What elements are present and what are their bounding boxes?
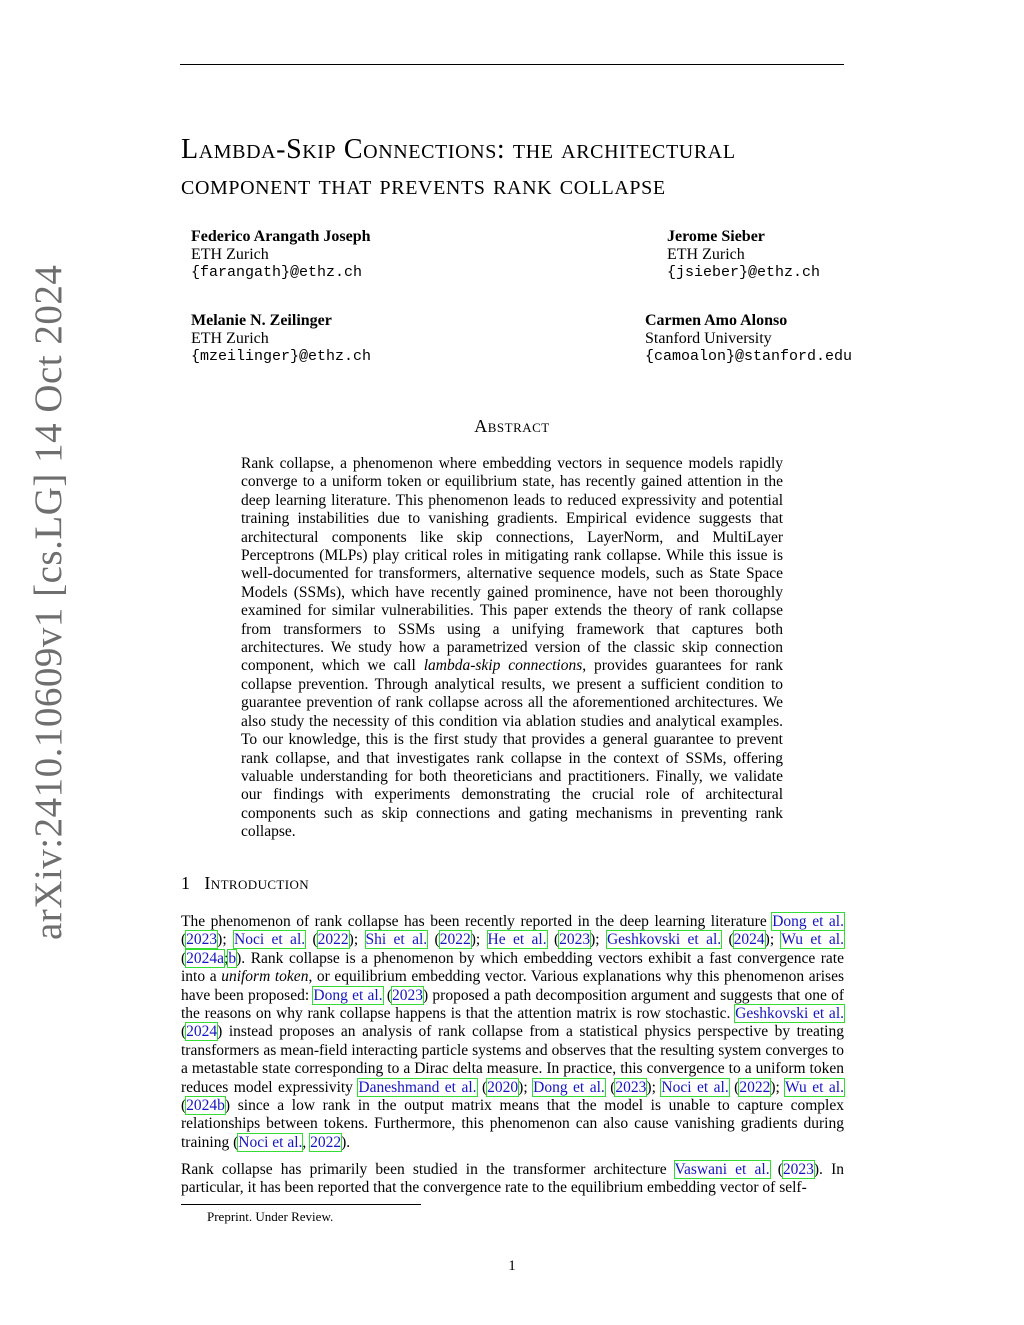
abstract-emphasis: lambda-skip connections	[423, 657, 583, 675]
text-run: (	[181, 949, 187, 967]
paper-title	[181, 132, 861, 204]
footnote-rule	[181, 1204, 421, 1205]
text-run: ). In particular, it has been reported that the convergence rate to the equilibrium embedding vector of self-	[181, 1161, 844, 1197]
citation-link[interactable]: Dong et al.	[772, 913, 844, 930]
text-run: (	[181, 1023, 187, 1041]
text-run: ) proposed a path decomposition argument and suggests that one of the reasons on why rank collapse happens is that the attention matrix is row stochastic.	[181, 986, 844, 1023]
abstract-body: , provides guarantees for rank collapse prevention. Through analytical results, we present a sufficient condition to guarantee prevention of rank collapse across all the aforementioned architectures. We also study the necessity of this condition via ablation studies and analytical examples. To our knowledge, this is the first study that provides a general guarantee to prevent rank collapse, and that investigates rank collapse in the context of SSMs, offering valuable understanding for both theoreticians and practitioners. Finally, we validate our findings with experiments demonstrating the crucial role of architectural components such as skip connections and gating mechanisms in preventing rank collapse.	[241, 657, 784, 841]
citation-link[interactable]: 2023	[615, 1078, 647, 1096]
author-block	[191, 312, 371, 366]
emphasis-text: uniform token	[221, 968, 309, 986]
text-run: (	[476, 1078, 488, 1096]
citation-link[interactable]: 2023	[559, 931, 591, 949]
intro-paragraph-1	[181, 913, 844, 1152]
text-run: (	[728, 1078, 740, 1096]
text-run: , or equilibrium embedding vector. Various explanations why this phenomenon arises have been proposed:	[181, 968, 845, 1004]
citation-link[interactable]: 2024	[733, 931, 765, 949]
text-run: (	[382, 986, 392, 1004]
text-run: );	[470, 931, 488, 949]
citation-link[interactable]: b	[228, 949, 237, 967]
text-run: );	[217, 931, 235, 949]
citation-link[interactable]: Daneshmand et al.	[358, 1078, 477, 1096]
author-email[interactable]: {camoalon}@stanford.edu	[645, 348, 853, 365]
text-run: (	[546, 931, 560, 949]
title-line-1: Lambda-Skip Connections: the architectural	[181, 134, 736, 165]
section-title: Introduction	[204, 873, 310, 893]
abstract-text	[241, 455, 783, 842]
citation-link[interactable]: 2024b	[186, 1097, 225, 1115]
arxiv-identifier: arXiv:2410.10609v1 [cs.LG] 14 Oct 2024	[27, 264, 70, 940]
citation-link[interactable]: Shi et al.	[365, 931, 428, 949]
text-run: );	[770, 1078, 786, 1096]
text-run: ).	[341, 1133, 351, 1151]
author-affiliation: Stanford University	[645, 330, 772, 347]
citation-link[interactable]: Dong et al.	[533, 1078, 605, 1096]
text-run: (	[769, 1161, 783, 1178]
citation-link[interactable]: Wu et al.	[785, 1078, 844, 1096]
citation-link[interactable]: Noci et al.	[238, 1133, 303, 1151]
citation-link[interactable]: 2022	[317, 931, 349, 949]
author-affiliation: ETH Zurich	[191, 246, 269, 263]
citation-link[interactable]: 2022	[439, 931, 471, 949]
text-run: ). Rank collapse is a phenomenon by which embedding vectors exhibit a fast convergence rate into a	[181, 949, 844, 986]
citation-link[interactable]: 2022	[310, 1133, 342, 1151]
text-run: );	[348, 931, 366, 949]
author-block	[667, 228, 820, 282]
abstract-heading: Abstract	[474, 416, 550, 436]
citation-link[interactable]: 2020	[487, 1078, 519, 1096]
citation-link[interactable]: 2023	[186, 931, 218, 949]
abstract-body: Rank collapse, a phenomenon where embedding vectors in sequence models rapidly converge to a uniform token or equilibrium state, has recently gained attention in the deep learning literature. This phenomenon leads to reduced expressivity and potential training instabilities due to vanishing gradients. Empirical evidence suggests that architectural components like skip connections, LayerNorm, and MultiLayer Perceptrons (MLPs) play critical roles in mitigating rank collapse. While this issue is well-documented for transformers, alternative sequence models, such as State Space Models (SSMs), which have recently gained prominence, have not been thoroughly examined for similar vulnerabilities. This paper extends the theory of rank collapse from transformers to SSMs using a unifying framework that captures both architectures. We study how a parametrized version of the classic skip connection component, which we call	[241, 455, 783, 675]
author-email[interactable]: {farangath}@ethz.ch	[191, 264, 363, 281]
text-run: );	[646, 1078, 662, 1096]
author-affiliation: ETH Zurich	[667, 246, 745, 263]
top-rule	[180, 64, 844, 65]
author-email[interactable]: {jsieber}@ethz.ch	[667, 264, 821, 281]
text-run: ,	[302, 1133, 311, 1151]
citation-link[interactable]: 2024	[186, 1023, 218, 1041]
author-name: Jerome Sieber	[667, 228, 765, 245]
citation-link[interactable]: He et al.	[487, 931, 547, 949]
text-run: Rank collapse has primarily been studied in the transformer architecture	[181, 1161, 675, 1178]
citation-link[interactable]: Geshkovski et al.	[606, 931, 722, 949]
citation-link[interactable]: 2023	[782, 1161, 814, 1178]
text-run: ;	[224, 949, 229, 967]
citation-link[interactable]: 2024a	[186, 949, 225, 967]
text-run: (	[604, 1078, 616, 1096]
author-name: Federico Arangath Joseph	[191, 228, 371, 245]
text-run: ) since a low rank in the output matrix means that the model is unable to capture complex relationships between tokens. Furthermore, this phenomenon can also cause vanishing gradients during training (	[181, 1097, 844, 1151]
author-affiliation: ETH Zurich	[191, 330, 269, 347]
text-run: ) instead proposes an analysis of rank collapse from a statistical physics perspective by treating transformers as mean-field interacting particle systems and observes that the resulting system converges to a metastable state corresponding to a Dirac delta measure. In practice, this convergence to a uniform token reduces model expressivity	[181, 1023, 844, 1096]
author-name: Melanie N. Zeilinger	[191, 312, 332, 329]
text-run: (	[181, 1097, 187, 1115]
citation-link[interactable]: Noci et al.	[661, 1078, 729, 1096]
citation-link[interactable]: Dong et al.	[313, 986, 383, 1004]
text-run: );	[764, 931, 782, 949]
citation-link[interactable]: Geshkovski et al.	[735, 1005, 844, 1023]
text-run: (	[721, 931, 734, 949]
text-run: (	[427, 931, 440, 949]
section-number: 1	[181, 873, 191, 893]
author-email[interactable]: {mzeilinger}@ethz.ch	[191, 348, 372, 365]
text-run: );	[590, 931, 607, 949]
text-run: (	[305, 931, 318, 949]
text-run: The phenomenon of rank collapse has been recently reported in the deep learning literature	[181, 913, 773, 930]
intro-paragraph-2	[181, 1161, 844, 1198]
text-run: );	[518, 1078, 534, 1096]
page-number: 1	[508, 1258, 516, 1274]
citation-link[interactable]: Wu et al.	[781, 931, 844, 949]
footnote: Preprint. Under Review.	[207, 1209, 334, 1224]
section-heading	[181, 873, 309, 894]
citation-link[interactable]: Vaswani et al.	[674, 1161, 770, 1178]
author-block	[191, 228, 371, 282]
text-run: (	[181, 931, 187, 949]
author-name: Carmen Amo Alonso	[645, 312, 788, 329]
citation-link[interactable]: 2023	[392, 986, 423, 1004]
citation-link[interactable]: Noci et al.	[234, 931, 306, 949]
citation-link[interactable]: 2022	[739, 1078, 771, 1096]
author-block	[645, 312, 852, 366]
title-line-2: component that prevents rank collapse	[181, 170, 666, 201]
